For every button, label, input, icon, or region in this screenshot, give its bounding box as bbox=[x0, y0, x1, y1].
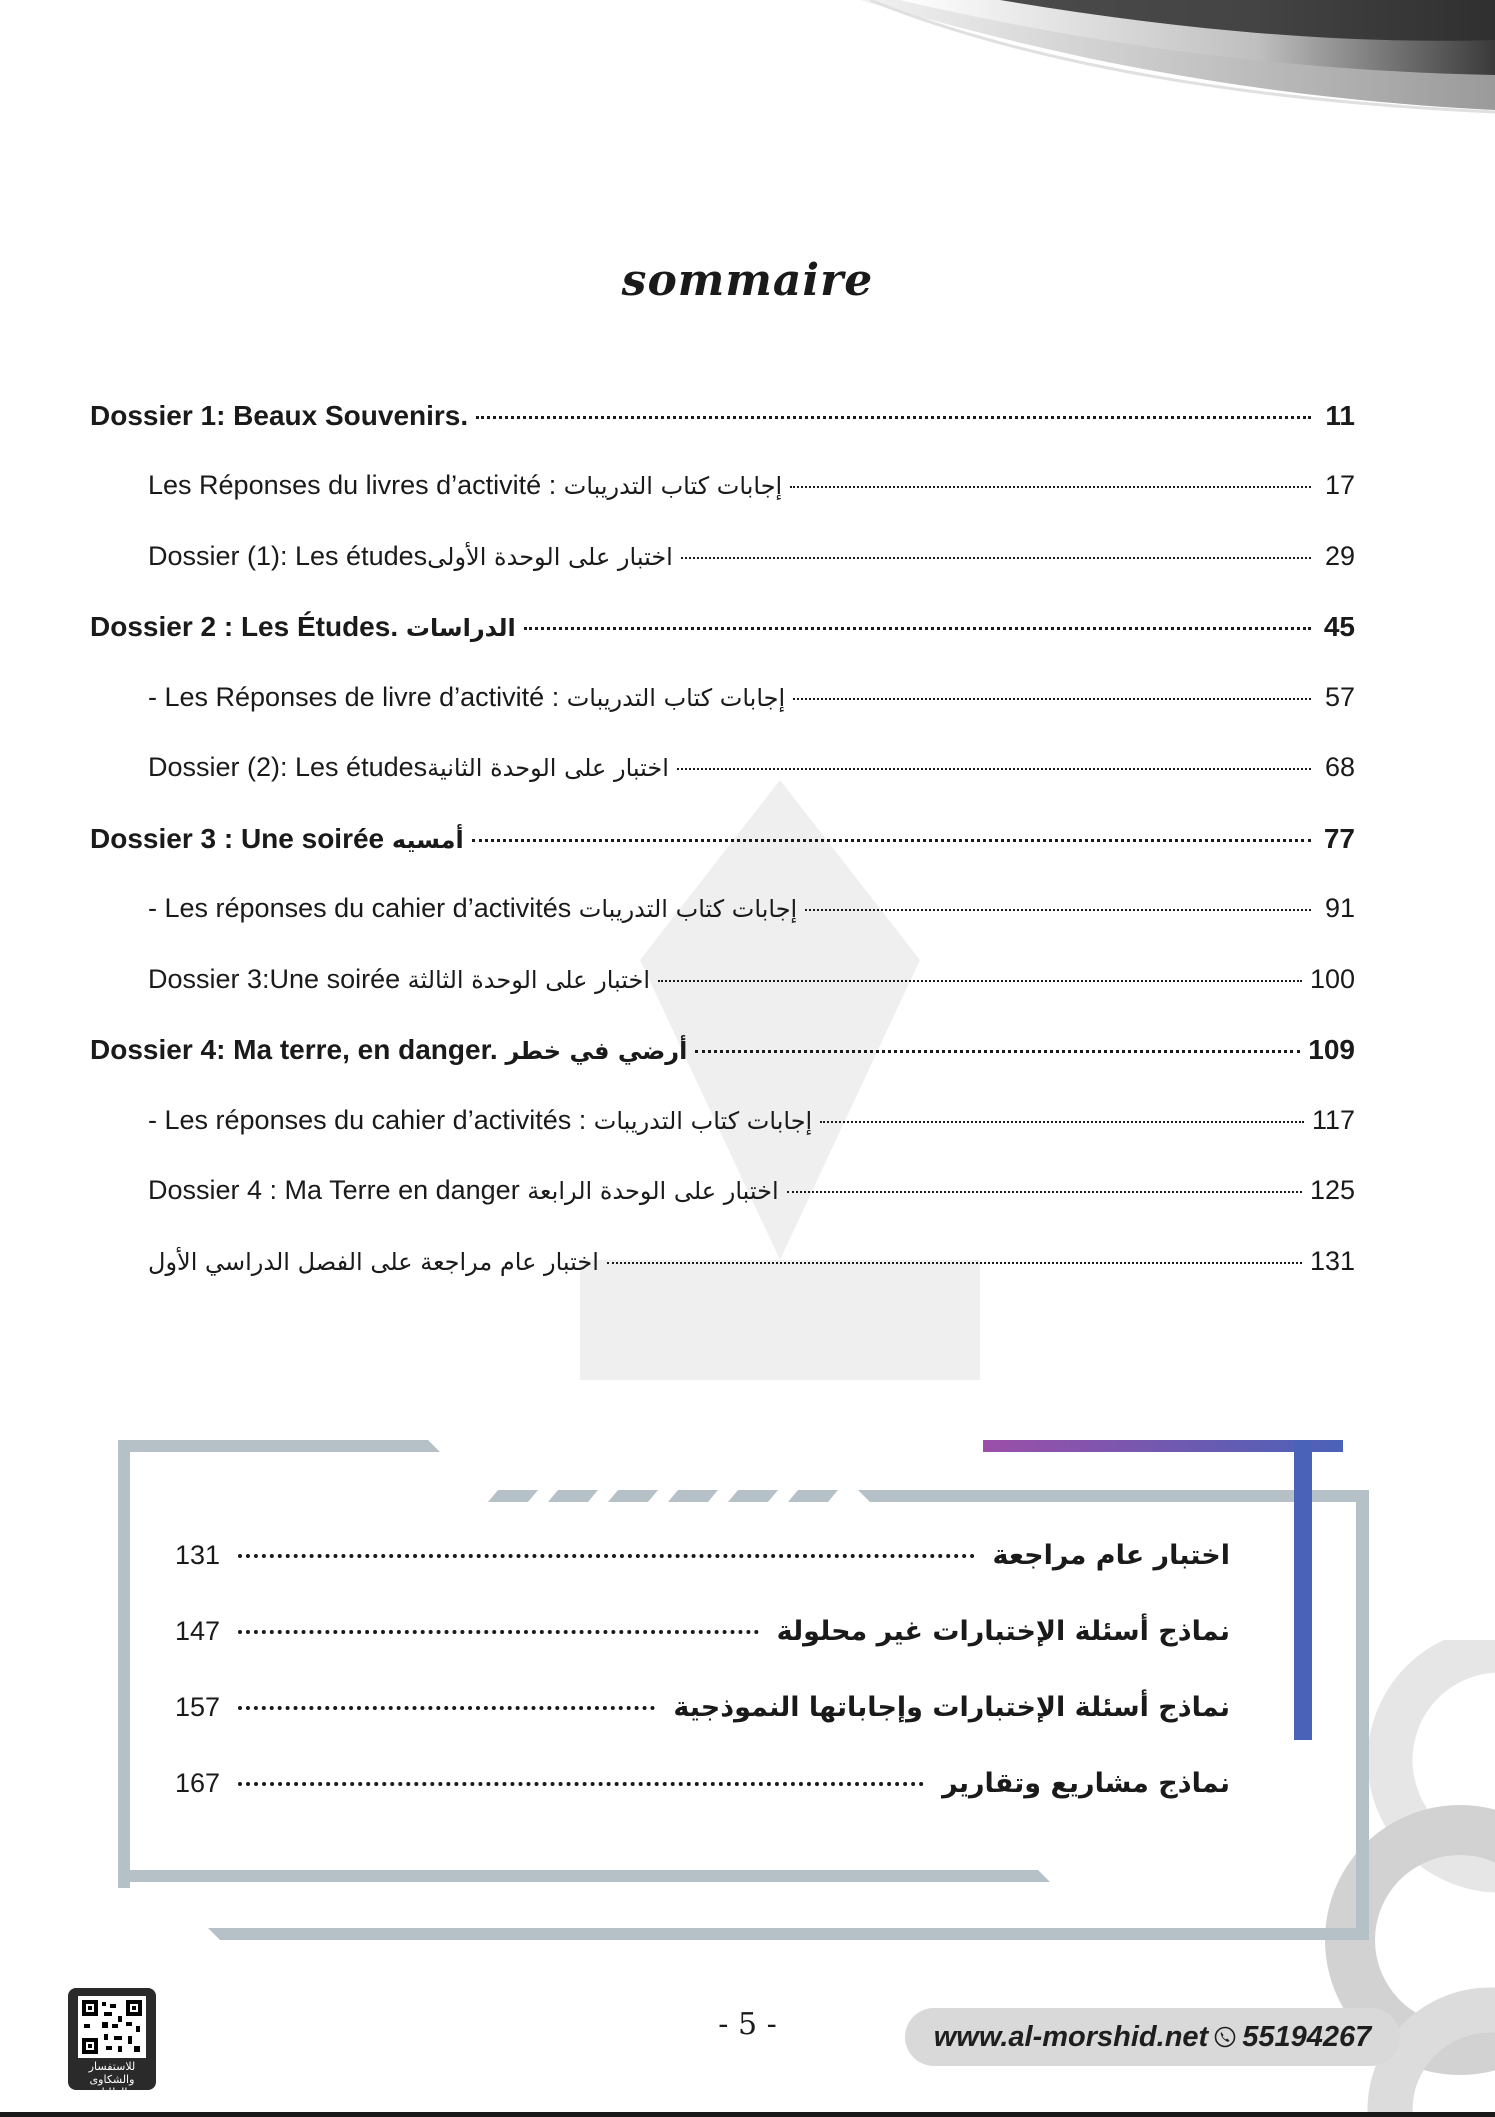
toc-entry-label bbox=[90, 611, 516, 643]
appendix-page-number: 147 bbox=[175, 1616, 221, 1646]
toc-entry-french: - Les réponses du cahier d’activités bbox=[148, 893, 579, 923]
website-link[interactable]: www.al-morshid.net bbox=[933, 2020, 1209, 2053]
qr-code-icon bbox=[78, 1996, 146, 2058]
toc-entry[interactable] bbox=[90, 1105, 1355, 1149]
toc-entry-label bbox=[148, 1105, 812, 1136]
toc-page-number: 68 bbox=[1324, 752, 1355, 782]
bottom-rule bbox=[0, 2112, 1495, 2117]
toc-entry[interactable] bbox=[90, 893, 1355, 937]
dot-leader bbox=[524, 627, 1311, 630]
toc-page-number: 100 bbox=[1309, 964, 1355, 994]
toc-entry-french: - Les Réponses de livre d’activité : bbox=[148, 682, 567, 712]
toc-page-number: 29 bbox=[1324, 541, 1355, 571]
toc-page-number: 17 bbox=[1324, 470, 1355, 500]
phone-number: 55194267 bbox=[1242, 2020, 1372, 2053]
toc-entry[interactable] bbox=[90, 823, 1355, 867]
toc-page-number: 125 bbox=[1309, 1175, 1355, 1205]
toc-entry-label bbox=[148, 1175, 779, 1206]
toc-entry-arabic: إجابات كتاب التدريبات bbox=[566, 684, 786, 712]
appendix-entry-label: اختبار عام مراجعة bbox=[992, 1540, 1230, 1571]
appendix-entry-label: نماذج أسئلة الإختبارات غير محلولة bbox=[776, 1616, 1230, 1647]
dot-leader bbox=[805, 909, 1311, 911]
toc-entry-arabic: اختبار على الوحدة الثانية bbox=[427, 754, 669, 782]
dot-leader bbox=[607, 1262, 1302, 1264]
toc-entry[interactable] bbox=[90, 611, 1355, 655]
toc-entry-label bbox=[148, 682, 785, 713]
dot-leader bbox=[238, 1630, 759, 1634]
appendix-entry[interactable] bbox=[175, 1540, 1230, 1588]
qr-caption bbox=[68, 2060, 156, 2099]
appendix-page-number: 167 bbox=[175, 1768, 221, 1798]
toc-entry-label bbox=[148, 470, 782, 501]
dot-leader bbox=[820, 1121, 1304, 1123]
appendix-page-number: 157 bbox=[175, 1692, 221, 1722]
toc-entry-label bbox=[148, 541, 673, 572]
appendix-entry[interactable] bbox=[175, 1692, 1230, 1740]
dot-leader bbox=[238, 1706, 655, 1710]
toc-entry-french: Dossier 2 : Les Études. bbox=[90, 611, 406, 642]
toc-page-number: 77 bbox=[1323, 823, 1355, 854]
toc-entry-arabic: أمسيه bbox=[391, 826, 464, 854]
toc-entry-label bbox=[148, 752, 669, 783]
toc-entry[interactable] bbox=[90, 1175, 1355, 1219]
toc-entry[interactable] bbox=[90, 541, 1355, 585]
toc-entry-arabic: اختبار على الوحدة الرابعة bbox=[527, 1177, 779, 1205]
dot-leader bbox=[658, 980, 1302, 982]
dot-leader bbox=[472, 839, 1311, 842]
toc-entry[interactable] bbox=[90, 470, 1355, 514]
toc-entry[interactable] bbox=[90, 964, 1355, 1008]
appendix-entry-label: نماذج أسئلة الإختبارات وإجاباتها النموذجية bbox=[673, 1692, 1230, 1723]
toc-page-number: 131 bbox=[1309, 1246, 1355, 1276]
toc-entry[interactable] bbox=[90, 400, 1355, 444]
dot-leader bbox=[238, 1782, 924, 1786]
appendix-entry-label: نماذج مشاريع وتقارير bbox=[942, 1768, 1230, 1799]
dot-leader bbox=[476, 416, 1311, 419]
toc-entry-french: Dossier 3:Une soirée bbox=[148, 964, 408, 994]
toc-entry-label bbox=[90, 1034, 687, 1066]
toc-entry-french: Dossier 1: Beaux Souvenirs. bbox=[90, 400, 469, 431]
toc-entry-arabic: اختبار على الوحدة الثالثة bbox=[407, 966, 651, 994]
toc-entry[interactable] bbox=[90, 1034, 1355, 1078]
header-swoosh bbox=[0, 0, 1495, 140]
toc-page-number: 117 bbox=[1311, 1105, 1355, 1135]
toc-entry-french: - Les réponses du cahier d’activités : bbox=[148, 1105, 594, 1135]
toc-entry-french: Dossier 4: Ma terre, en danger. bbox=[90, 1034, 506, 1065]
dot-leader bbox=[793, 698, 1311, 700]
toc-page-number: 45 bbox=[1323, 611, 1355, 642]
toc-entry-arabic: اختبار على الوحدة الأولى bbox=[427, 543, 673, 571]
toc-entry-arabic: اختبار عام مراجعة على الفصل الدراسي الأول bbox=[148, 1248, 599, 1276]
toc-entry-french: Les Réponses du livres d’activité : bbox=[148, 470, 564, 500]
toc-entry-french: Dossier (2): Les études bbox=[148, 752, 428, 782]
toc-entry-arabic: إجابات كتاب التدريبات bbox=[593, 1107, 813, 1135]
toc-entry-french: Dossier 4 : Ma Terre en danger bbox=[148, 1175, 528, 1205]
toc-entry[interactable] bbox=[90, 752, 1355, 796]
toc-entry-label bbox=[148, 1246, 599, 1277]
dot-leader bbox=[681, 557, 1311, 559]
appendix-entry[interactable] bbox=[175, 1768, 1230, 1816]
toc-entry-french: Dossier (1): Les études bbox=[148, 541, 428, 571]
toc-entry-label bbox=[148, 893, 797, 924]
dot-leader bbox=[238, 1554, 974, 1558]
toc-entry-label bbox=[148, 964, 650, 995]
qr-caption-line-1: للاستفسار والشكاوى bbox=[88, 2060, 136, 2086]
page-number: - 5 - bbox=[718, 2007, 777, 2042]
toc-entry-arabic: الدراسات bbox=[405, 614, 516, 642]
dot-leader bbox=[787, 1191, 1302, 1193]
page-title: sommaire bbox=[621, 255, 874, 306]
appendix-entry[interactable] bbox=[175, 1616, 1230, 1664]
dot-leader bbox=[677, 768, 1311, 770]
toc-page-number: 91 bbox=[1324, 893, 1355, 923]
toc-entry-arabic: أرضي في خطر bbox=[505, 1037, 688, 1065]
toc-page-number: 109 bbox=[1308, 1034, 1355, 1065]
toc-entry-label bbox=[90, 823, 464, 855]
toc-entry-arabic: إجابات كتاب التدريبات bbox=[563, 472, 783, 500]
toc-page-number: 11 bbox=[1325, 400, 1355, 431]
qr-code-badge[interactable] bbox=[68, 1988, 156, 2099]
dot-leader bbox=[790, 486, 1311, 488]
toc-entry-french: Dossier 3 : Une soirée bbox=[90, 823, 392, 854]
dot-leader bbox=[695, 1050, 1300, 1053]
toc-entry-arabic: إجابات كتاب التدريبات bbox=[578, 895, 798, 923]
toc-entry[interactable] bbox=[90, 1246, 1355, 1290]
contact-info bbox=[905, 2008, 1400, 2066]
qr-caption-line-2: والطلبات bbox=[91, 2086, 133, 2099]
toc-entry[interactable] bbox=[90, 682, 1355, 726]
toc-entry-label bbox=[90, 400, 468, 432]
phone-icon bbox=[1214, 2026, 1236, 2048]
appendix-page-number: 131 bbox=[175, 1540, 221, 1570]
toc-page-number: 57 bbox=[1324, 682, 1355, 712]
